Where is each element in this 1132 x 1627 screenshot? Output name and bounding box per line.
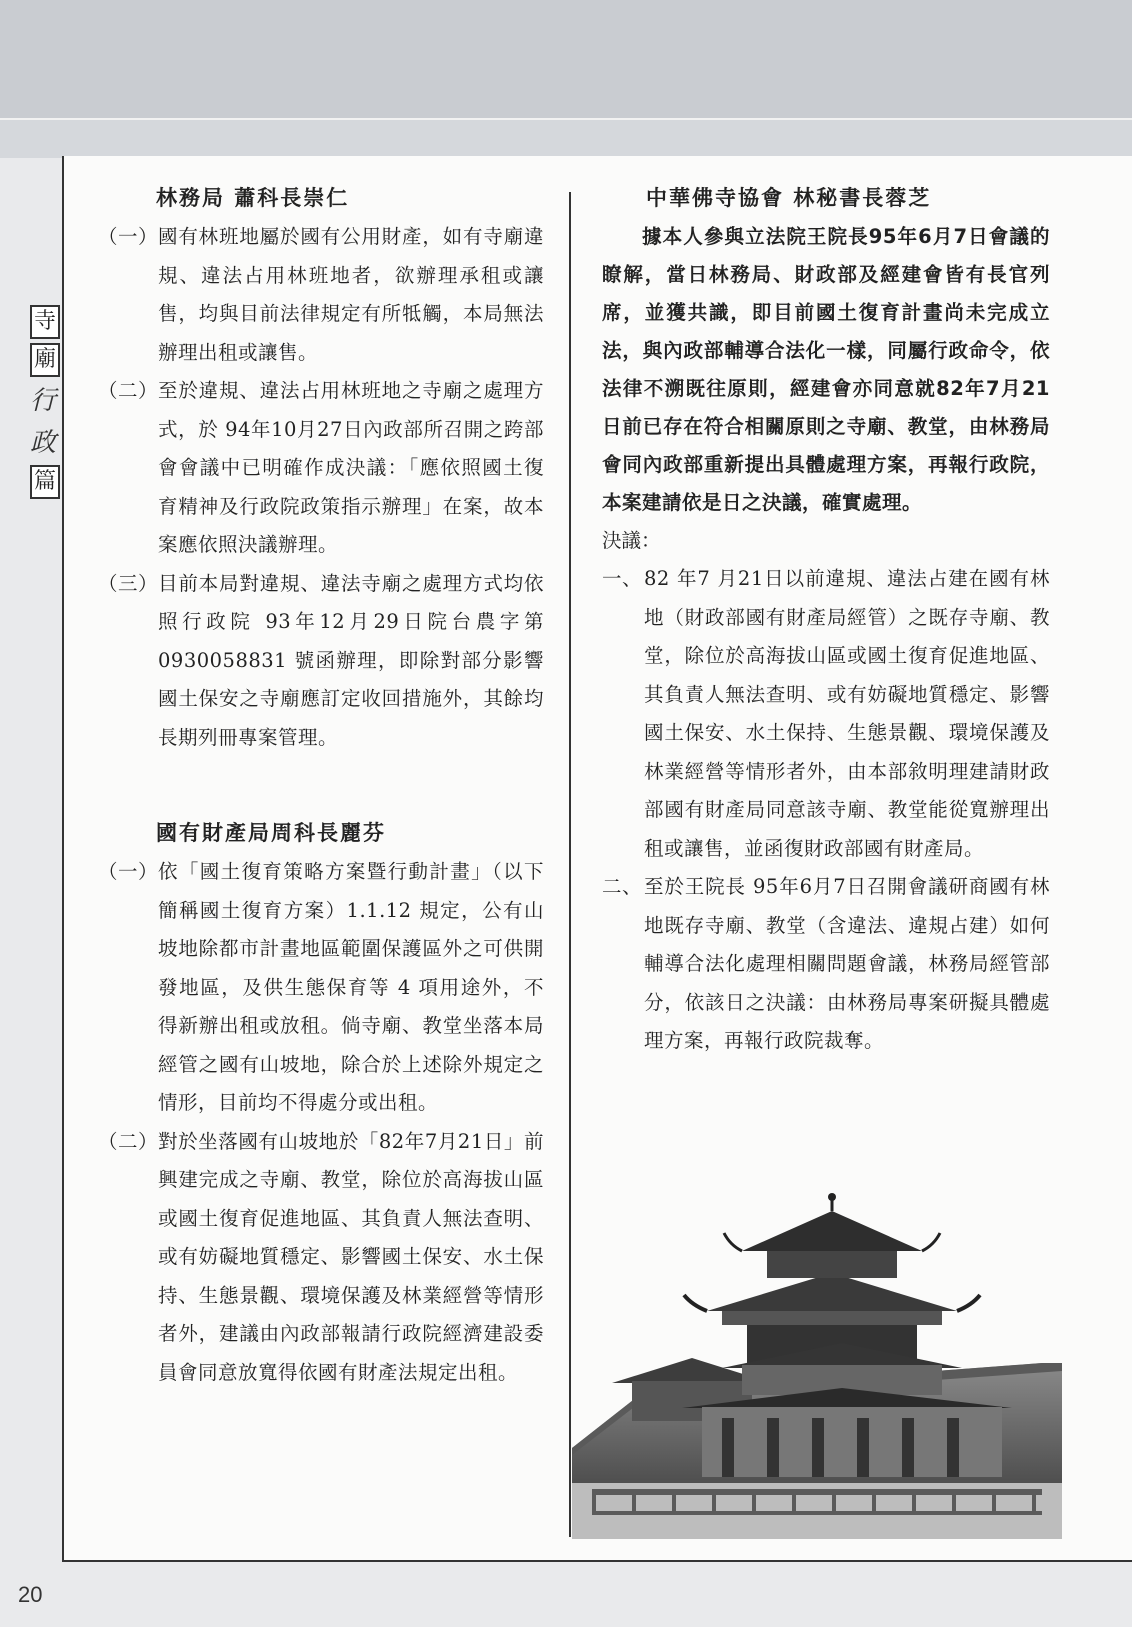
item-marker: （一）: [98, 860, 159, 883]
temple-photo: [572, 1193, 1062, 1539]
section-tab-script: 行: [30, 386, 57, 416]
right-column: [602, 178, 1050, 1061]
item-marker: （二）: [98, 1129, 159, 1153]
resolution-item: [602, 868, 1050, 1061]
item-marker: 一、: [602, 567, 643, 590]
section-tab: [30, 305, 60, 503]
section-heading: 國有財產局周科長麗芬: [156, 821, 386, 845]
left-column: [98, 178, 544, 1392]
section-tab-char: 篇: [30, 465, 60, 499]
list-item: [98, 218, 544, 372]
section-tab-char: 寺: [30, 305, 60, 339]
header-band: [0, 0, 1132, 118]
item-text: 目前本局對違規、違法寺廟之處理方式均依照行政院 93年12月29日院台農字第 0930058831 號函辦理，即除對部分影響國土保安之寺廟應訂定收回措施外，其餘均長期列冊專案管理。: [158, 571, 544, 749]
item-text: 依「國土復育策略方案暨行動計畫」（以下簡稱國土復育方案）1.1.12 規定，公有山坡地除都市計畫地區範圍保護區外之可供開發地區，及供生態保育等 4 項用途外，不得新辦出租或放租。倘寺廟、教堂坐落本局經管之國有山坡地，除合於上述除外規定之情形，目前均不得處分或出租。: [158, 860, 544, 1114]
item-marker: （一）: [98, 225, 159, 248]
list-item: [98, 1123, 544, 1393]
column-divider: [569, 192, 571, 1537]
item-text: 國有林班地屬於國有公用財產，如有寺廟違規、違法占用林班地者，欲辦理承租或讓售，均與目前法律規定有所牴觸，本局無法辦理出租或讓售。: [158, 225, 544, 364]
resolution-label: 決議：: [602, 529, 661, 552]
page-number: 20: [18, 1582, 43, 1607]
item-text: 至於王院長 95年6月7日召開會議研商國有林地既存寺廟、教堂（含違法、違規占建）如何輔導合法化處理相關問題會議，林務局經管部分，依該日之決議：由林務局專案研擬具體處理方案，再報行政院裁奪。: [644, 875, 1050, 1052]
section-heading: 中華佛寺協會 林秘書長蓉芝: [646, 186, 932, 210]
list-item: [98, 853, 544, 1123]
item-text: 82 年7 月21日以前違規、違法占建在國有林地（財政部國有財產局經管）之既存寺廟、教堂，除位於高海拔山區或國土復育促進地區、其負責人無法查明、或有妨礙地質穩定、影響國土保安、水土保持、生態景觀、環境保護及林業經營等情形者外，由本部敘明理建請財政部國有財產局同意該寺廟、教堂能從寬辦理出租或讓售，並函復財政部國有財產局。: [644, 567, 1050, 860]
item-text: 對於坐落國有山坡地於「82年7月21日」前興建完成之寺廟、教堂，除位於高海拔山區或國土復育促進地區、其負責人無法查明、或有妨礙地質穩定、影響國土保安、水土保持、生態景觀、環境保護及林業經營等情形者外，建議由內政部報請行政院經濟建設委員會同意放寬得依國有財產法規定出租。: [158, 1129, 544, 1384]
statement-paragraph: 據本人參與立法院王院長95年6月7日會議的瞭解，當日林務局、財政部及經建會皆有長官列席，並獲共識，即目前國土復育計畫尚未完成立法，與內政部輔導合法化一樣，同屬行政命令，依法律不溯既往原則，經建會亦同意就82年7月21日前已存在符合相關原則之寺廟、教堂，由林務局會同內政部重新提出具體處理方案，再報行政院，本案建請依是日之決議，確實處理。: [602, 225, 1050, 514]
item-text: 至於違規、違法占用林班地之寺廟之處理方式，於 94年10月27日內政部所召開之跨部會會議中已明確作成決議：「應依照國土復育精神及行政院政策指示辦理」在案，故本案應依照決議辦理。: [158, 379, 544, 556]
section-heading: 林務局 蕭科長崇仁: [156, 186, 350, 210]
item-marker: （三）: [98, 571, 159, 595]
item-marker: 二、: [602, 875, 643, 898]
resolution-item: [602, 560, 1050, 868]
section-tab-char: 廟: [30, 343, 60, 377]
header-band-lower: [0, 120, 1132, 158]
item-marker: （二）: [98, 379, 159, 402]
section-tab-script: 政: [30, 428, 57, 458]
list-item: [98, 565, 544, 758]
list-item: [98, 372, 544, 565]
